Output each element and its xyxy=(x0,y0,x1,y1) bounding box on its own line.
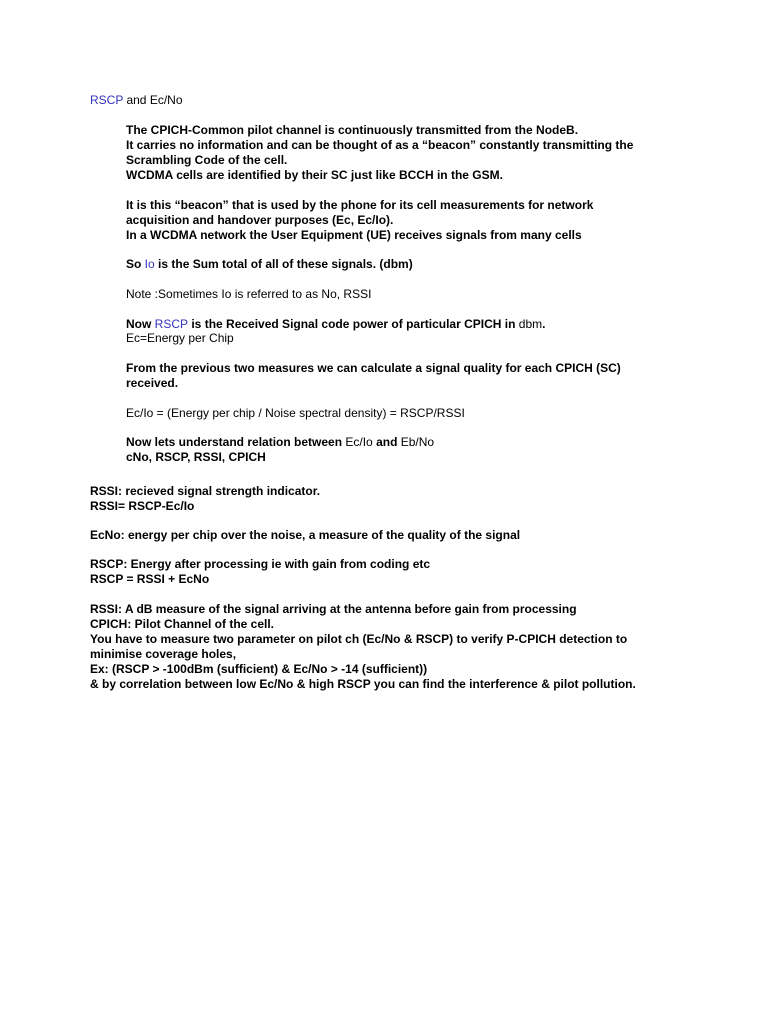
previous-line-2: received. xyxy=(126,376,179,390)
beacon-line-3: In a WCDMA network the User Equipment (UE) receives signals from many cells xyxy=(126,228,582,242)
correlation-line: & by correlation between low Ec/No & high RSCP you can find the interference & pilot pollution. xyxy=(90,677,636,691)
rscp-link-2[interactable]: RSCP xyxy=(154,317,189,331)
now-mid: is the Received Signal code power of particular CPICH in xyxy=(188,317,519,331)
ec-definition: Ec=Energy per Chip xyxy=(126,331,234,345)
rssi-formula: RSSI= RSCP-Ec/Io xyxy=(90,499,195,513)
rscp-definition: RSCP: Energy after processing ie with gain from coding etc xyxy=(90,557,431,571)
relation-pre: Now lets understand relation between xyxy=(126,435,346,449)
dbm-text: dbm xyxy=(518,317,543,331)
rscp-formula: RSCP = RSSI + EcNo xyxy=(90,572,210,586)
io-link[interactable]: Io xyxy=(144,257,155,271)
ecno-definition: EcNo: energy per chip over the noise, a measure of the quality of the signal xyxy=(90,528,521,542)
ebno-text: Eb/No xyxy=(400,435,435,449)
io-line xyxy=(126,257,413,272)
previous-line-1: From the previous two measures we can calculate a signal quality for each CPICH (SC) xyxy=(126,361,621,375)
relation-and: and xyxy=(372,435,401,449)
beacon-line-1: It is this “beacon” that is used by the phone for its cell measurements for network xyxy=(126,198,594,212)
rssi-definition: RSSI: recieved signal strength indicator. xyxy=(90,484,321,498)
io-post: is the Sum total of all of these signals. (dbm) xyxy=(154,257,413,271)
relation-line-2: cNo, RSCP, RSSI, CPICH xyxy=(126,450,266,464)
now-rscp-line xyxy=(126,317,545,332)
now-pre: Now xyxy=(126,317,155,331)
now-dot: . xyxy=(542,317,546,331)
relation-line xyxy=(126,435,434,450)
formula-line: Ec/Io = (Energy per chip / Noise spectral density) = RSCP/RSSI xyxy=(126,406,465,420)
section-heading xyxy=(90,93,183,108)
example-line: Ex: (RSCP > -100dBm (sufficient) & Ec/No > -14 (sufficient)) xyxy=(90,662,428,676)
io-pre: So xyxy=(126,257,145,271)
intro-line-1: The CPICH-Common pilot channel is continuously transmitted from the NodeB. xyxy=(126,123,579,137)
intro-line-3: Scrambling Code of the cell. xyxy=(126,153,288,167)
measure-line-2: minimise coverage holes, xyxy=(90,647,237,661)
cpich-definition: CPICH: Pilot Channel of the cell. xyxy=(90,617,275,631)
measure-line-1: You have to measure two parameter on pilot ch (Ec/No & RSCP) to verify P-CPICH detection to xyxy=(90,632,628,646)
beacon-line-2: acquisition and handover purposes (Ec, Ec/Io). xyxy=(126,213,394,227)
rssi-db-definition: RSSI: A dB measure of the signal arriving at the antenna before gain from processing xyxy=(90,602,577,616)
intro-line-2: It carries no information and can be thought of as a “beacon” constantly transmitting the xyxy=(126,138,634,152)
note-line: Note :Sometimes Io is referred to as No, RSSI xyxy=(126,287,372,301)
heading-rest: and Ec/No xyxy=(123,93,183,107)
ecio-text: Ec/Io xyxy=(345,435,373,449)
rscp-link[interactable]: RSCP xyxy=(90,93,124,107)
intro-line-4: WCDMA cells are identified by their SC just like BCCH in the GSM. xyxy=(126,168,503,182)
